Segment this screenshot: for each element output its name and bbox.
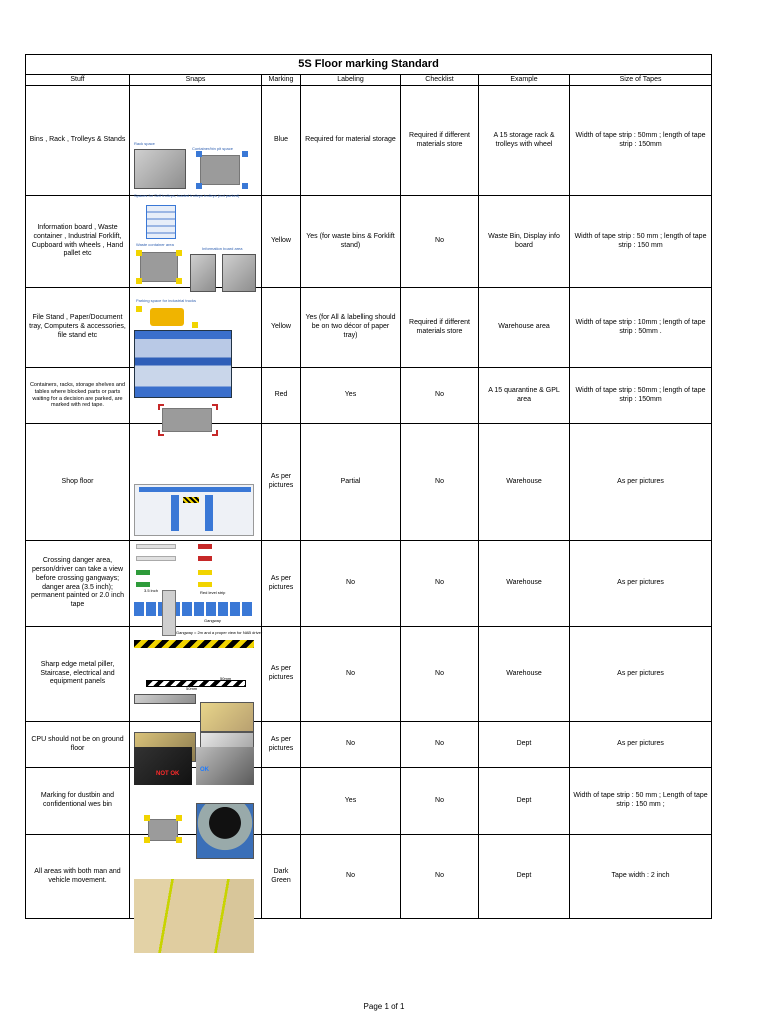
floor-marking-table	[25, 54, 712, 919]
snap-label: 50mm	[186, 686, 198, 691]
labeling-cell: Yes	[301, 768, 401, 835]
header-checklist: Checklist	[401, 75, 479, 86]
stuff-cell: Sharp edge metal piller, Staircase, electrical and equipment panels	[26, 627, 130, 722]
snap-cell	[130, 368, 262, 424]
snap-label: 50mm	[220, 676, 232, 681]
tapes-cell: Width of tape strip : 50 mm ; Length of tape strip : 150 mm ;	[570, 768, 712, 835]
snap-label: Parking space for industrial trucks	[136, 297, 197, 303]
tapes-cell: Width of tape strip : 50mm ; length of tape strip : 150mm	[570, 86, 712, 196]
marking-cell	[262, 768, 301, 835]
labeling-cell: No	[301, 627, 401, 722]
stuff-cell: Marking for dustbin and confidentional wes bin	[26, 768, 130, 835]
header-example: Example	[479, 75, 570, 86]
labeling-cell: Yes (for All & labelling should be on two décor of paper tray)	[301, 288, 401, 368]
header-size-of-tapes: Size of Tapes	[570, 75, 712, 86]
checklist-cell: No	[401, 196, 479, 288]
tapes-cell: Width of tape strip : 50mm ; length of tape strip : 150mm	[570, 368, 712, 424]
snap-cell	[130, 86, 262, 196]
header-marking: Marking	[262, 75, 301, 86]
blue-corner-mark	[242, 183, 248, 189]
labeling-cell: No	[301, 541, 401, 627]
example-cell: Dept	[479, 768, 570, 835]
example-cell: Dept	[479, 722, 570, 768]
labeling-cell: No	[301, 722, 401, 768]
marking-cell: As per pictures	[262, 627, 301, 722]
example-cell: Warehouse	[479, 627, 570, 722]
ok-label: OK	[200, 766, 209, 773]
table-row	[26, 368, 712, 424]
snap-cell	[130, 835, 262, 919]
header-row	[26, 75, 712, 86]
yellow-corner-mark	[176, 250, 182, 256]
tapes-cell: As per pictures	[570, 424, 712, 541]
example-cell: A 15 storage rack & trolleys with wheel	[479, 86, 570, 196]
stuff-cell: Shop floor	[26, 424, 130, 541]
snap-label: Waste container area	[136, 241, 174, 247]
table-row	[26, 627, 712, 722]
labeling-cell: Required for material storage	[301, 86, 401, 196]
snap-cell	[130, 722, 262, 777]
yellow-corner-mark	[176, 278, 182, 284]
green-line-floor-photo	[134, 879, 254, 953]
stuff-cell: Bins , Rack , Trolleys & Stands	[26, 86, 130, 196]
snap-label: Gangway	[204, 617, 221, 623]
table-row	[26, 768, 712, 835]
checklist-cell: No	[401, 627, 479, 722]
example-cell: A 15 quarantine & GPL area	[479, 368, 570, 424]
container-placeholder	[140, 252, 178, 282]
marking-cell: As per pictures	[262, 424, 301, 541]
yellow-corner-mark	[136, 278, 142, 284]
marking-cell: As per pictures	[262, 541, 301, 627]
blue-corner-mark	[196, 151, 202, 157]
example-cell: Dept	[479, 835, 570, 919]
table-row	[26, 424, 712, 541]
checklist-cell: Required if different materials store	[401, 288, 479, 368]
marking-cell: Yellow	[262, 288, 301, 368]
header-labeling: Labeling	[301, 75, 401, 86]
tapes-cell: As per pictures	[570, 627, 712, 722]
stuff-cell: Containers, racks, storage shelves and tables where blocked parts or parts waiting for a decision are parked, are marked with red tape.	[26, 368, 130, 424]
table-row	[26, 835, 712, 919]
tapes-cell: As per pictures	[570, 541, 712, 627]
stuff-cell: Information board , Waste container , Industrial Forklift, Cupboard with wheels , Hand pallet etc	[26, 196, 130, 288]
page-footer: Page 1 of 1	[363, 1002, 405, 1011]
bin-placeholder	[200, 155, 240, 185]
table-row	[26, 86, 712, 196]
blue-corner-mark	[196, 183, 202, 189]
marking-cell: Yellow	[262, 196, 301, 288]
red-corner-mark	[212, 404, 218, 410]
tapes-cell: Width of tape strip : 50 mm ; length of tape strip : 150 mm	[570, 196, 712, 288]
header-snaps: Snaps	[130, 75, 262, 86]
checklist-cell: Required if different materials store	[401, 86, 479, 196]
stuff-cell: File Stand , Paper/Document tray, Computers & accessories, file stand etc	[26, 288, 130, 368]
board-photo	[222, 254, 256, 292]
snap-cell	[130, 768, 262, 835]
table-row	[26, 196, 712, 288]
checklist-cell: No	[401, 541, 479, 627]
stuff-cell: All areas with both man and vehicle movement.	[26, 835, 130, 919]
snap-label: Container/bin pit space	[192, 145, 233, 151]
sheet-title: 5S Floor marking Standard	[26, 55, 712, 75]
tapes-cell: Tape width : 2 inch	[570, 835, 712, 919]
marking-cell: As per pictures	[262, 722, 301, 768]
red-corner-mark	[158, 404, 164, 410]
labeling-cell: No	[301, 835, 401, 919]
example-cell: Waste Bin, Display info board	[479, 196, 570, 288]
marking-cell: Red	[262, 368, 301, 424]
stuff-cell: CPU should not be on ground floor	[26, 722, 130, 768]
marking-cell: Dark Green	[262, 835, 301, 919]
pillar-photo	[134, 694, 196, 704]
labeling-cell: Partial	[301, 424, 401, 541]
snap-label: Spaces for Self trolleys, loaded trolleys trolleys (not parked)	[134, 192, 240, 198]
marking-cell: Blue	[262, 86, 301, 196]
checklist-cell: No	[401, 368, 479, 424]
yellow-corner-mark	[136, 250, 142, 256]
table-row	[26, 722, 712, 768]
snap-label: Red level strip	[200, 589, 226, 595]
checklist-cell: No	[401, 768, 479, 835]
board-photo	[190, 254, 216, 292]
snap-cell	[130, 196, 262, 303]
header-stuff: Stuff	[26, 75, 130, 86]
snap-label: 3.5 inch	[144, 587, 159, 593]
table-row	[26, 541, 712, 627]
blue-corner-mark	[242, 151, 248, 157]
snap-cell	[130, 627, 262, 722]
example-cell: Warehouse	[479, 541, 570, 627]
checklist-cell: No	[401, 835, 479, 919]
gangway-strip	[134, 602, 254, 616]
example-cell: Warehouse	[479, 424, 570, 541]
labeling-cell: Yes (for waste bins & Forklift stand)	[301, 196, 401, 288]
not-ok-label: NOT OK	[156, 770, 180, 777]
tapes-cell: As per pictures	[570, 722, 712, 768]
stuff-cell: Crossing danger area, person/driver can take a view before crossing gangways; danger area (3.5 inch); permanent painted or 2.0 inch tape	[26, 541, 130, 627]
snap-cell	[130, 424, 262, 541]
floor-plan-graphic	[134, 484, 254, 536]
example-cell: Warehouse area	[479, 288, 570, 368]
rack-photo	[134, 149, 186, 189]
yellow-corner-mark	[144, 815, 150, 821]
snap-cell	[130, 541, 263, 635]
snap-label: Rack space	[134, 140, 155, 146]
checklist-cell: No	[401, 722, 479, 768]
yellow-corner-mark	[176, 815, 182, 821]
table-row	[26, 288, 712, 368]
checklist-cell: No	[401, 424, 479, 541]
snap-label: Information board area	[202, 245, 243, 251]
tapes-cell: Width of tape strip : 10mm ; length of tape strip : 50mm .	[570, 288, 712, 368]
snap-label: Gangway = 2m and a proper view for NAB driver	[176, 629, 263, 635]
snap-cell	[130, 288, 262, 368]
labeling-cell: Yes	[301, 368, 401, 424]
